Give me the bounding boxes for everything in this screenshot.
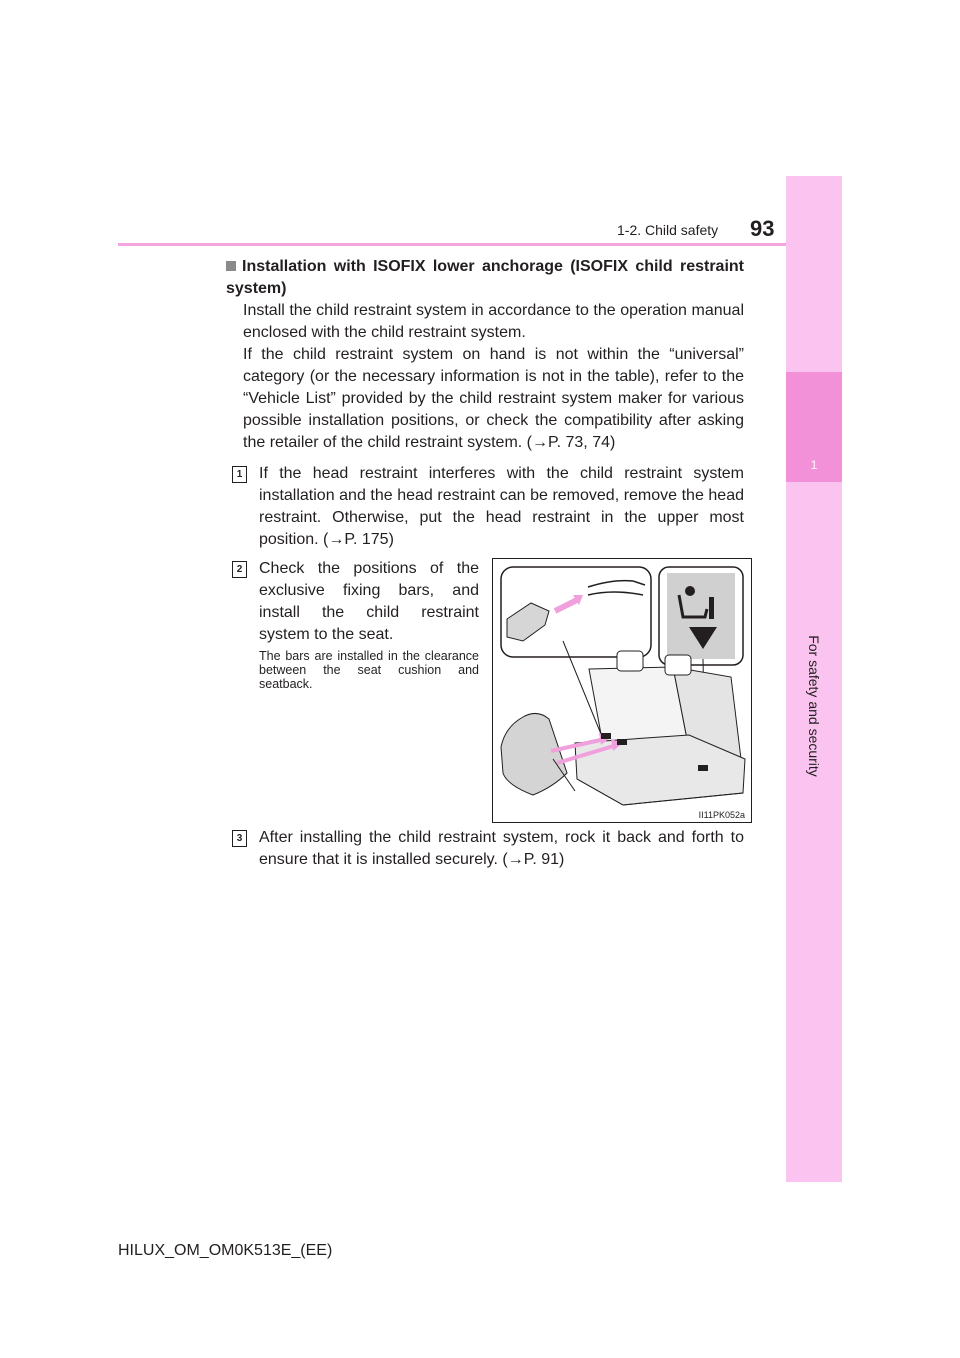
section-title: 1-2. Child safety bbox=[617, 222, 719, 238]
step-text-2: Check the positions of the exclusive fixing bars, and install the child restraint system to the seat. bbox=[259, 560, 479, 643]
head-restraint-1 bbox=[617, 651, 643, 671]
chapter-side-tab bbox=[786, 176, 842, 1182]
step-number-1: 1 bbox=[232, 466, 247, 483]
isofix-illustration bbox=[492, 558, 752, 823]
paragraph-2: If the child restraint system on hand is not within the “universal” category (or the necessary information is not in the table), refer to the “Vehicle List” provided by the child restraint system maker for various possible installation positions, or check the compatibility after asking the retailer of the child restraint system. (→P. 73, 74) bbox=[243, 346, 744, 451]
head-restraint-2 bbox=[665, 655, 691, 675]
chapter-label: For safety and security bbox=[806, 635, 822, 777]
document-code: HILUX_OM_OM0K513E_(EE) bbox=[118, 1242, 333, 1259]
chapter-number: 1 bbox=[810, 458, 818, 472]
figure-code: II11PK052a bbox=[698, 810, 745, 820]
step-number-2: 2 bbox=[232, 561, 247, 578]
child-seat bbox=[501, 713, 567, 795]
isofix-seat-icon bbox=[685, 586, 695, 596]
rear-seat-drawing bbox=[493, 559, 751, 822]
step-text-1: If the head restraint interferes with the child restraint system installation and the head restraint can be removed, remove the head restraint. Otherwise, put the head restraint in the upper most position. (→P. 175) bbox=[259, 465, 744, 548]
section-heading bbox=[226, 256, 744, 300]
bullet-square-icon bbox=[226, 261, 236, 271]
header-rule bbox=[118, 243, 786, 246]
step-number-3: 3 bbox=[232, 830, 247, 847]
heading-text: Installation with ISOFIX lower anchorage (ISOFIX child restraint system) bbox=[226, 258, 744, 297]
anchor-3 bbox=[698, 765, 708, 771]
page-number: 93 bbox=[750, 216, 775, 241]
anchor-2 bbox=[617, 739, 627, 745]
paragraph-1: Install the child restraint system in accordance to the operation manual enclosed with the child restraint system. bbox=[243, 302, 744, 341]
step-note-2: The bars are installed in the clearance between the seat cushion and seatback. bbox=[259, 649, 479, 691]
step-text-3: After installing the child restraint system, rock it back and forth to ensure that it is installed securely. (→P. 91) bbox=[259, 829, 744, 868]
anchor-1 bbox=[601, 733, 611, 739]
